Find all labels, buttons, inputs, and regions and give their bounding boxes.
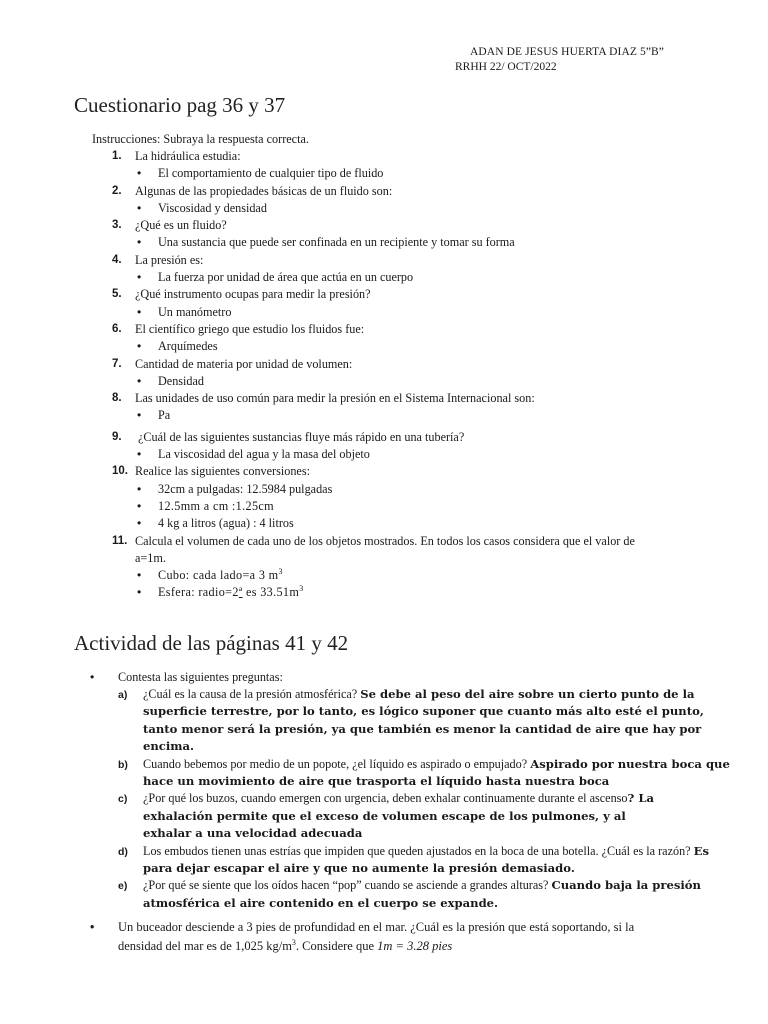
question-number: 1. <box>112 150 122 162</box>
question-number: 9. <box>112 430 122 443</box>
question-text: Calcula el volumen de cada uno de los objetos mostrados. En todos los casos considera que el valor de a=1m. <box>135 533 635 565</box>
answer-item: • 4 kg a litros (agua) : 4 litros <box>0 515 768 532</box>
activity-list <box>0 686 768 912</box>
item-letter: d) <box>118 845 128 858</box>
activity-item <box>0 686 740 756</box>
question-number: 8. <box>112 392 122 405</box>
item-letter: a) <box>118 689 128 701</box>
answer-item: • Densidad <box>0 373 768 390</box>
question-text: Cantidad de materia por unidad de volumen: <box>135 356 353 371</box>
question-item <box>0 429 768 446</box>
question-number: 4. <box>112 253 122 266</box>
question-item <box>0 390 768 407</box>
question-item <box>0 286 768 303</box>
item-question: ¿Por qué se siente que los oídos hacen “pop” cuando se asciende a grandes alturas? <box>143 878 552 893</box>
item-answer: Aspirado por nuestra boca que hace un movimiento de aire que trasporta el líquido hasta nuestra boca <box>143 756 730 789</box>
item-answer: ? La exhalación permite que el exceso de volumen escape de los pulmones, y al exhalar a una velocidad adecuada <box>143 791 655 841</box>
answer-item: • Un manómetro <box>0 304 768 321</box>
question-number: 3. <box>112 219 122 232</box>
header-date: RRHH 22/ OCT/2022 <box>455 61 557 73</box>
answer-item: • La viscosidad del agua y la masa del objeto <box>0 446 768 463</box>
answer-item: • Pa <box>0 407 768 424</box>
question-item <box>0 463 768 480</box>
question-text: La hidráulica estudia: <box>135 149 241 163</box>
question-text: ¿Cuál de las siguientes sustancias fluye más rápido en una tubería? <box>138 429 465 444</box>
item-question: ¿Por qué los buzos, cuando emergen con urgencia, deben exhalar continuamente durante el ascenso <box>143 791 628 806</box>
question-item <box>0 533 655 568</box>
activity-intro: • Contesta las siguientes preguntas: <box>118 670 283 685</box>
answer-item-cube: • Cubo: cada lado=a 3 $m^3$ <box>0 567 768 584</box>
item-answer: Cuando baja la presión atmosférica el aire contenido en el cuerpo se expande. <box>143 878 701 910</box>
item-question: Cuando bebemos por medio de un popote, ¿el líquido es aspirado o empujado? <box>143 756 531 771</box>
section2-title: Actividad de las páginas 41 y 42 <box>74 631 349 655</box>
question-item <box>0 148 768 165</box>
answer-item: • Viscosidad y densidad <box>0 200 768 217</box>
question-number: 6. <box>112 322 122 335</box>
problem-text: • Un buceador desciende a 3 pies de profundidad en el mar. ¿Cuál es la presión que está soportando, si la densidad del mar es de 1,025 $kg/m^3$. Considere que 1m = 3.28 pies <box>118 918 648 956</box>
question-number: 7. <box>112 357 122 370</box>
conversion-formula: 1m = 3.28 pies <box>377 939 453 953</box>
item-question: Los embudos tienen unas estrías que impiden que queden ajustados en la boca de una botella. ¿Cuál es la razón? <box>143 843 694 858</box>
question-number: 2. <box>112 184 122 197</box>
question-text: El científico griego que estudio los fluidos fue: <box>135 321 365 336</box>
answer-item: • 12.5mm a cm :1.25cm <box>0 498 768 515</box>
activity-item <box>0 790 663 842</box>
item-answer: Se debe al peso del aire sobre un cierto punto de la superficie terrestre, por lo tanto, es lógico suponer que cuanto más alto esté el punto, tanto menor será la presión, ya que también es menor la cantidad de aire que hay por encima. <box>143 687 704 754</box>
question-item <box>0 252 768 269</box>
answer-item: • Arquímedes <box>0 338 768 355</box>
question-text: La presión es: <box>135 252 204 267</box>
answer-item: • Una sustancia que puede ser confinada en un recipiente y tomar su forma <box>0 234 768 251</box>
question-item <box>0 183 768 200</box>
question-text: ¿Qué instrumento ocupas para medir la presión? <box>135 287 371 302</box>
answer-item: • La fuerza por unidad de área que actúa en un cuerpo <box>0 269 768 286</box>
answer-item: • El comportamiento de cualquier tipo de fluido <box>0 165 768 182</box>
activity-item <box>0 843 723 878</box>
question-text: Realice las siguientes conversiones: <box>135 464 310 479</box>
item-question: ¿Cuál es la causa de la presión atmosférica? <box>143 687 361 701</box>
activity-item <box>0 877 748 912</box>
question-number: 10. <box>112 465 128 478</box>
item-letter: b) <box>118 758 128 771</box>
question-number: 5. <box>112 288 122 301</box>
question-text: ¿Qué es un fluido? <box>135 218 227 233</box>
answer-item-sphere: • Esfera: radio=2ª es $33.51m^3$ <box>0 584 768 601</box>
answer-item: • 32cm a pulgadas: 12.5984 pulgadas <box>0 481 768 498</box>
question-text: Las unidades de uso común para medir la presión en el Sistema Internacional son: <box>135 391 535 406</box>
question-item <box>0 217 768 234</box>
section1-title: Cuestionario pag 36 y 37 <box>74 93 286 117</box>
item-answer: Es para dejar escapar el aire y que no aumente la presión demasiado. <box>143 843 710 876</box>
item-letter: e) <box>118 880 128 893</box>
question-number: 11. <box>112 534 128 547</box>
question-text: Algunas de las propiedades básicas de un fluido son: <box>135 183 393 198</box>
question-item <box>0 321 768 338</box>
student-name: ADAN DE JESUS HUERTA DIAZ 5”B” <box>470 46 665 58</box>
activity-item <box>0 756 743 791</box>
instructions: Instrucciones: Subraya la respuesta correcta. <box>92 132 309 146</box>
item-letter: c) <box>118 793 128 806</box>
question-list <box>0 148 768 602</box>
question-item <box>0 356 768 373</box>
